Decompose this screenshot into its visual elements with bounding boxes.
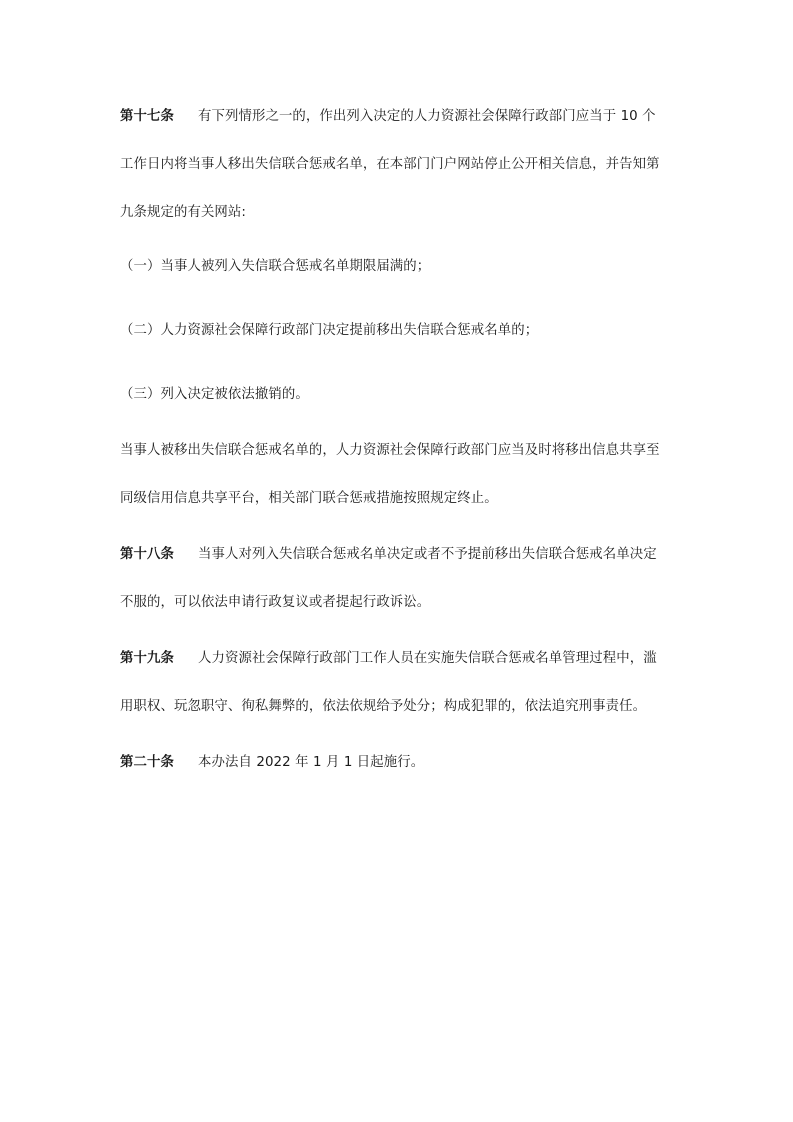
- article-17-line-2: 工作日内将当事人移出失信联合惩戒名单，在本部门门户网站停止公开相关信息，并告知第: [120, 157, 660, 172]
- article-text: 当事人对列入失信联合惩戒名单决定或者不予提前移出失信联合惩戒名单决定: [198, 547, 657, 562]
- article-18-line-1: [120, 546, 657, 564]
- article-20-line-1: [120, 754, 424, 772]
- article-20-title: 第二十条: [120, 755, 174, 770]
- article-text: 有下列情形之一的，作出列入决定的人力资源社会保障行政部门应当于 10 个: [198, 109, 656, 124]
- article-17-para2-line-1: 当事人被移出失信联合惩戒名单的，人力资源社会保障行政部门应当及时将移出信息共享至: [120, 443, 660, 458]
- article-17-item-1: （一）当事人被列入失信联合惩戒名单期限届满的；: [120, 259, 431, 274]
- article-18-title: 第十八条: [120, 547, 174, 562]
- article-17-title: 第十七条: [120, 109, 174, 124]
- article-text: 本办法自 2022 年 1 月 1 日起施行。: [198, 755, 425, 770]
- article-17-para2-line-2: 同级信用信息共享平台，相关部门联合惩戒措施按照规定终止。: [120, 491, 498, 506]
- article-19-title: 第十九条: [120, 651, 174, 666]
- article-17-line-1: [120, 108, 656, 126]
- article-19-line-1: [120, 650, 657, 668]
- article-17-item-2: （二）人力资源社会保障行政部门决定提前移出失信联合惩戒名单的；: [120, 323, 539, 338]
- article-17-item-3: （三）列入决定被依法撤销的。: [120, 387, 309, 402]
- article-18-line-2: 不服的，可以依法申请行政复议或者提起行政诉讼。: [120, 595, 431, 610]
- article-19-line-2: 用职权、玩忽职守、徇私舞弊的，依法依规给予处分；构成犯罪的，依法追究刑事责任。: [120, 699, 647, 714]
- article-17-line-3: 九条规定的有关网站:: [120, 205, 247, 220]
- article-text: 人力资源社会保障行政部门工作人员在实施失信联合惩戒名单管理过程中，滥: [198, 651, 657, 666]
